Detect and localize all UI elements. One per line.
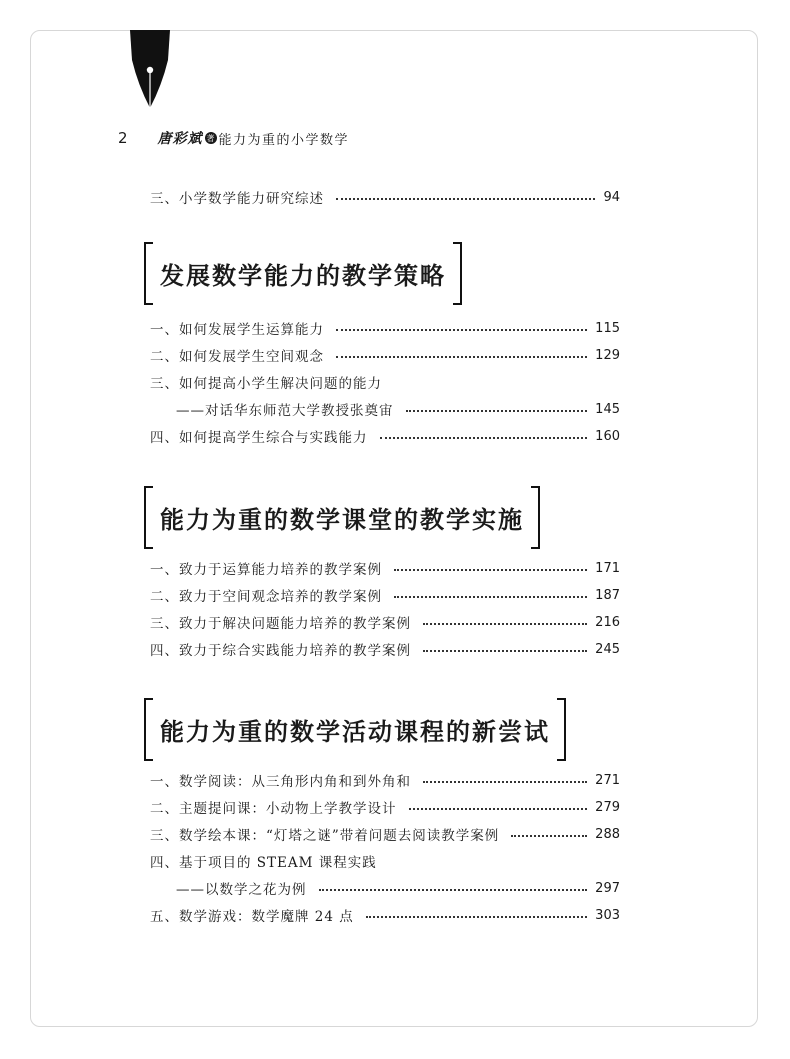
toc-entry-label: 四、致力于综合实践能力培养的教学案例 [150,643,411,659]
toc-entry-label: 一、如何发展学生运算能力 [150,322,324,338]
page-number: 2 [118,129,128,147]
author-seal-badge: 著 [206,133,215,143]
toc-entry-label: 四、基于项目的 STEAM 课程实践 [150,855,377,871]
section-title: 能力为重的数学活动课程的新尝试 [160,717,550,746]
toc-entry[interactable] [150,851,620,871]
toc-entry[interactable] [150,426,620,446]
leader-dots [336,329,587,331]
leader-dots [423,623,587,625]
leader-dots [423,781,587,783]
toc-entry[interactable] [150,905,620,925]
running-header [118,128,349,148]
section-title: 发展数学能力的教学策略 [160,261,446,290]
leader-dots [336,356,587,358]
toc-entry-page: 115 [595,320,620,336]
toc-entry-page: 303 [595,907,620,923]
toc-subentry[interactable] [176,399,620,419]
toc-entry-page: 245 [595,641,620,657]
toc-entry-label: 二、主题提问课：小动物上学教学设计 [150,801,397,817]
section-heading [144,706,566,753]
section-heading [144,494,540,541]
toc-entry-label: 二、如何发展学生空间观念 [150,349,324,365]
toc-entry[interactable] [150,372,620,392]
toc-entry[interactable] [150,585,620,605]
toc-entry-page: 171 [595,560,620,576]
leader-dots [319,889,588,891]
leader-dots [423,650,587,652]
section-heading [144,250,462,297]
toc-entry-label: 三、数学绘本课：“灯塔之谜”带着问题去阅读教学案例 [150,828,500,844]
toc-entry-label: ——对话华东师范大学教授张奠宙 [176,403,394,419]
toc-entry-label: 一、数学阅读：从三角形内角和到外角和 [150,774,411,790]
leader-dots [336,198,595,200]
leader-dots [511,835,587,837]
toc-entry[interactable] [150,639,620,659]
author-name: 唐彩斌 [157,131,203,147]
toc-entry[interactable] [150,797,620,817]
toc-entry[interactable] [150,558,620,578]
toc-entry-page: 216 [595,614,620,630]
toc-entry[interactable] [150,770,620,790]
toc-entry-page: 160 [595,428,620,444]
leader-dots [409,808,588,810]
toc-entry-label: 三、小学数学能力研究综述 [150,191,324,207]
toc-entry-label: 四、如何提高学生综合与实践能力 [150,430,368,446]
toc-entry-page: 288 [595,826,620,842]
section-title: 能力为重的数学课堂的教学实施 [160,505,524,534]
leader-dots [380,437,588,439]
toc-entry[interactable] [150,318,620,338]
toc-entry-label: 五、数学游戏：数学魔牌 24 点 [150,909,354,925]
toc-entry-page: 271 [595,772,620,788]
leader-dots [406,410,588,412]
toc-entry-page: 129 [595,347,620,363]
toc-entry-page: 145 [595,401,620,417]
fountain-pen-nib-icon [128,30,172,108]
leader-dots [366,916,587,918]
toc-entry-label: 三、致力于解决问题能力培养的教学案例 [150,616,411,632]
toc-entry-label: 一、致力于运算能力培养的教学案例 [150,562,382,578]
toc-entry-label: 三、如何提高小学生解决问题的能力 [150,376,382,392]
toc-subentry[interactable] [176,878,620,898]
toc-entry[interactable] [150,345,620,365]
toc-entry-label: ——以数学之花为例 [176,882,307,898]
toc-entry[interactable] [150,612,620,632]
toc-entry-page: 187 [595,587,620,603]
toc-entry-page: 279 [595,799,620,815]
toc-entry[interactable] [150,187,620,207]
book-title: 能力为重的小学数学 [218,132,350,148]
toc-entry-page: 94 [603,189,620,205]
leader-dots [394,569,587,571]
leader-dots [394,596,587,598]
toc-entry-label: 二、致力于空间观念培养的教学案例 [150,589,382,605]
toc-entry-page: 297 [595,880,620,896]
toc-entry[interactable] [150,824,620,844]
